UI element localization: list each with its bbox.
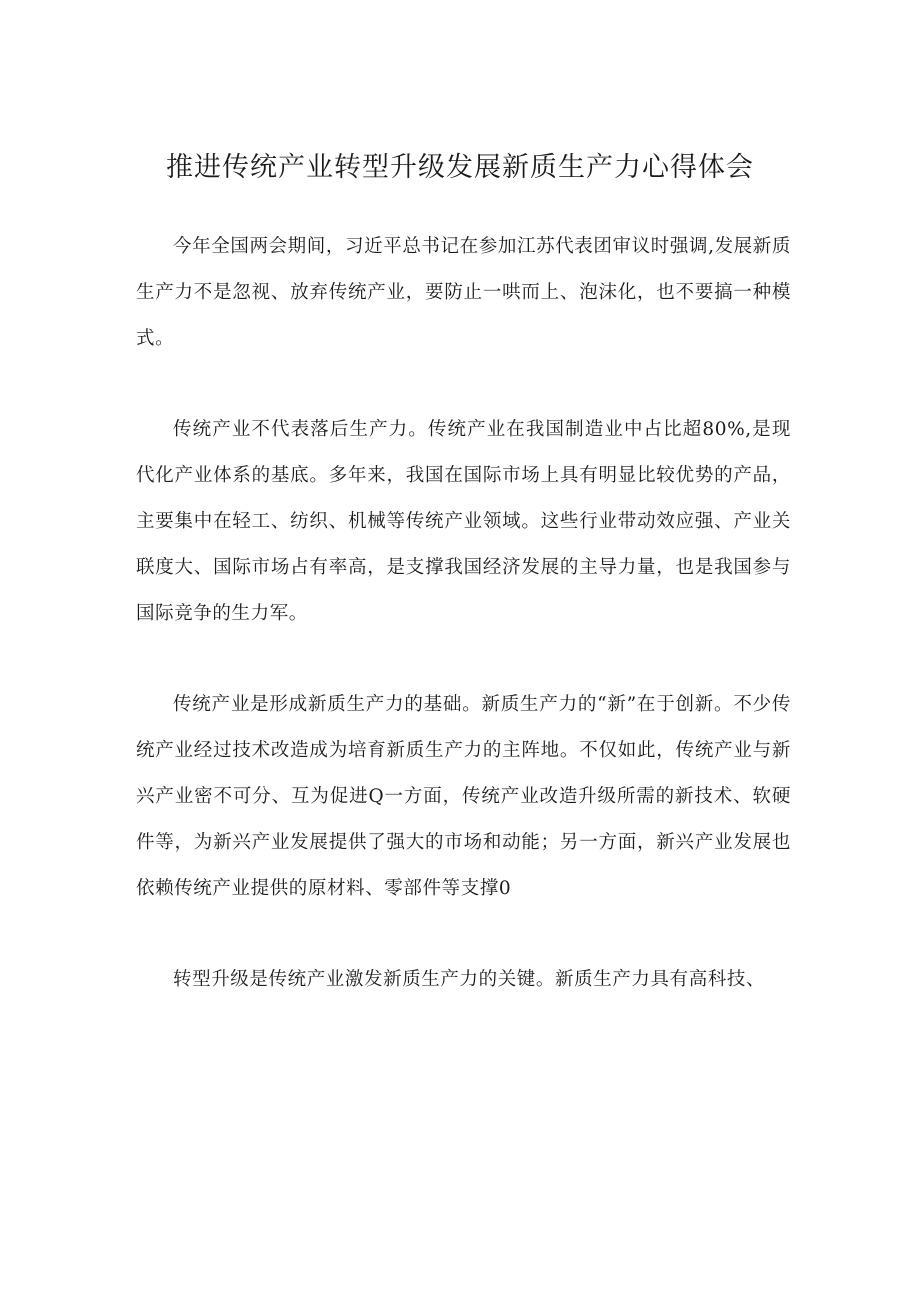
paragraph: 今年全国两会期间，习近平总书记在参加江苏代表团审议时强调,发展新质生产力不是忽视、放弃传统产业，要防止一哄而上、泡沫化，也不要搞一种模式。 — [136, 236, 791, 349]
document-body — [136, 224, 791, 1048]
document-title: 推进传统产业转型升级发展新质生产力心得体会 — [166, 152, 754, 183]
paragraph: 传统产业不代表落后生产力。传统产业在我国制造业中占比超80%,是现代化产业体系的基底。多年来，我国在国际市场上具有明显比较优势的产品，主要集中在轻工、纺织、机械等传统产业领域。这些行业带动效应强、产业关联度大、国际市场占有率高，是支撑我国经济发展的主导力量，也是我国参与国际竞争的生力军。 — [136, 419, 791, 624]
paragraph: 传统产业是形成新质生产力的基础。新质生产力的“新”在于创新。不少传统产业经过技术改造成为培育新质生产力的主阵地。不仅如此，传统产业与新兴产业密不可分、互为促进Q一方面，传统产业改造升级所需的新技术、软硬件等，为新兴产业发展提供了强大的市场和动能；另一方面，新兴产业发展也依赖传统产业提供的原材料、零部件等支撑0 — [136, 694, 791, 899]
paragraph: 转型升级是传统产业激发新质生产力的关键。新质生产力具有高科技、 — [173, 969, 766, 990]
